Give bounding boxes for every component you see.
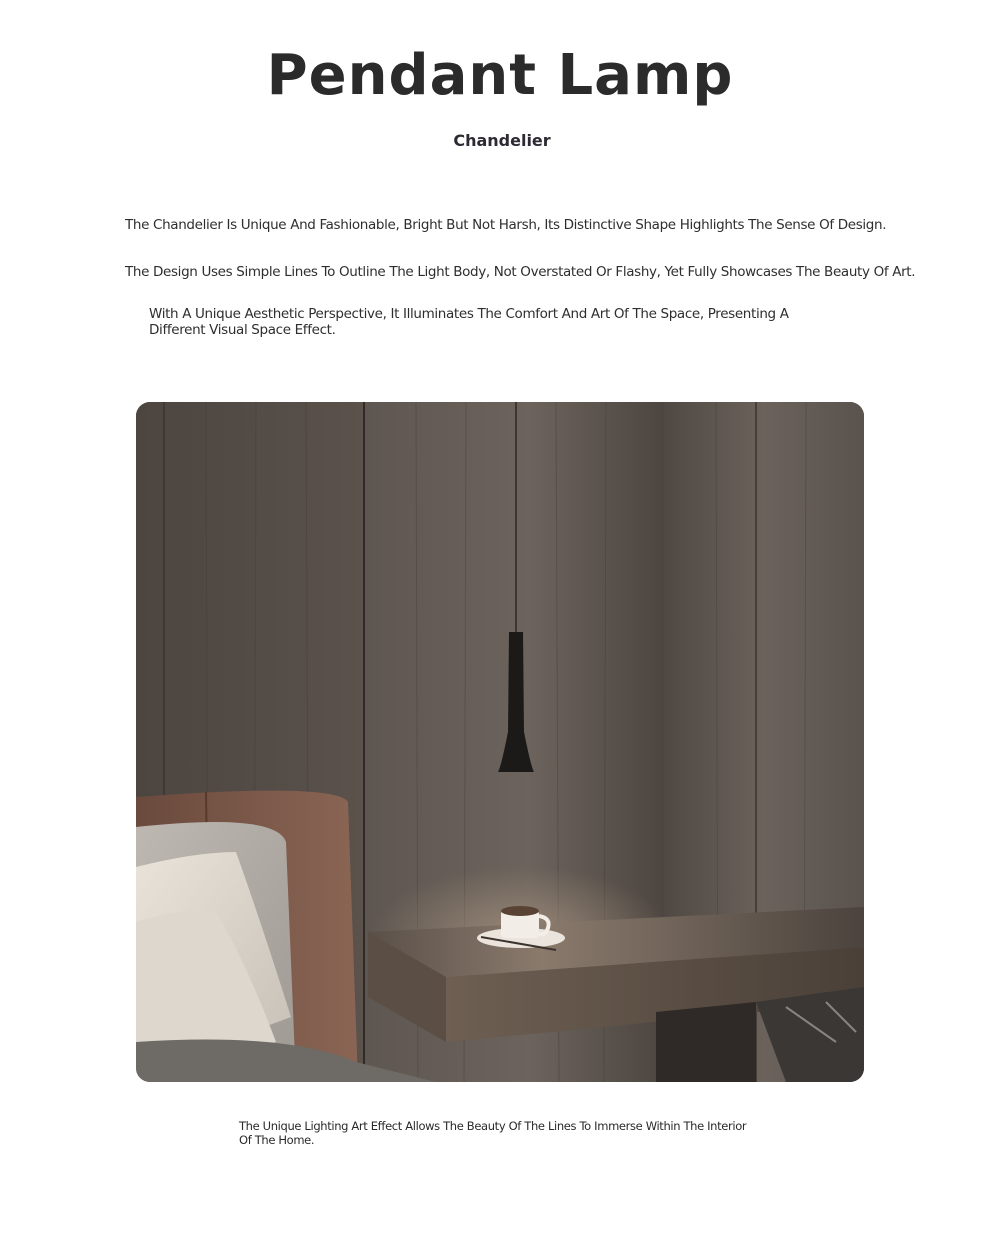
description-paragraph-1: The Chandelier Is Unique And Fashionable, Bright But Not Harsh, Its Distinctive Shape Highlights The Sense Of Design. xyxy=(125,217,887,233)
page-title: Pendant Lamp xyxy=(266,43,734,108)
product-photo-illustration xyxy=(136,402,864,1082)
page-subtitle: Chandelier xyxy=(453,131,551,150)
description-paragraph-2: The Design Uses Simple Lines To Outline The Light Body, Not Overstated Or Flashy, Yet Fully Showcases The Beauty Of Art. xyxy=(125,264,916,280)
photo-caption: The Unique Lighting Art Effect Allows The Beauty Of The Lines To Immerse Within The Interior Of The Home. xyxy=(239,1119,747,1147)
description-paragraph-3: With A Unique Aesthetic Perspective, It Illuminates The Comfort And Art Of The Space, Presenting A Different Visual Space Effect. xyxy=(149,306,789,338)
product-photo xyxy=(136,402,864,1082)
